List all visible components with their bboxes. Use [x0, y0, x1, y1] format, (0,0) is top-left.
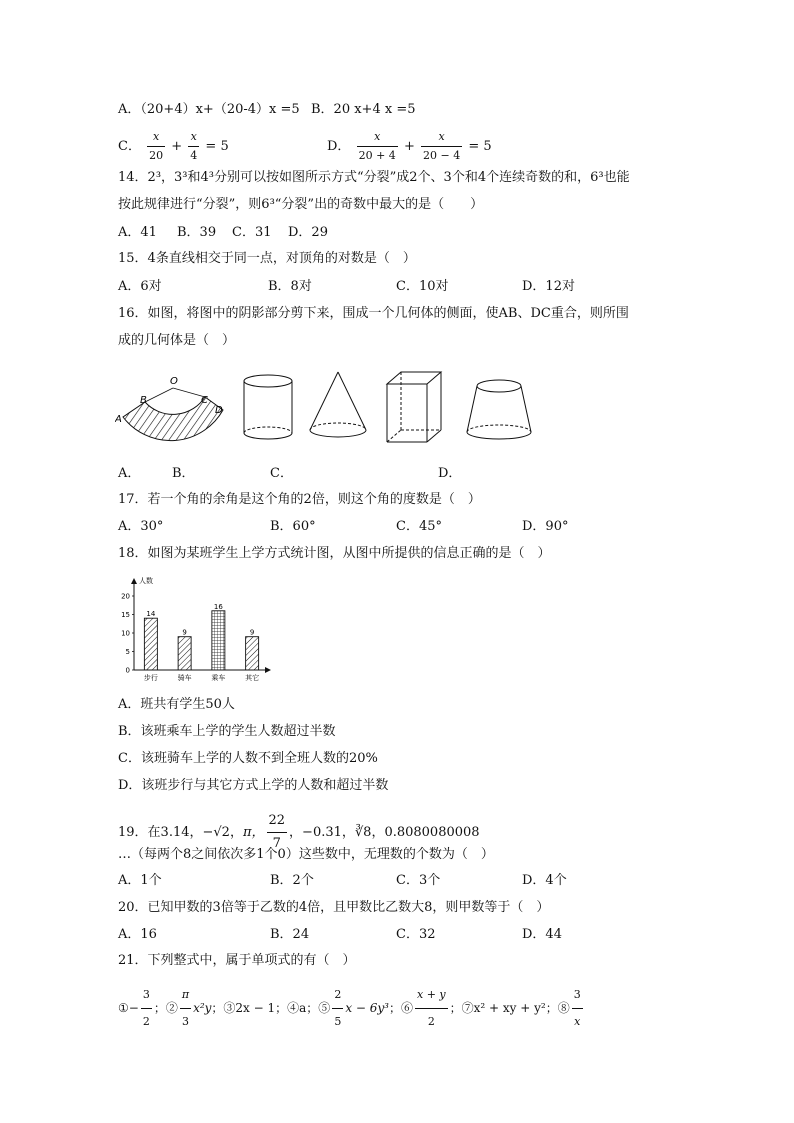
- category-label: 骑车: [177, 674, 192, 682]
- y-tick-label: 5: [125, 648, 130, 656]
- q17-option-b: B．60°: [270, 519, 316, 534]
- q14-option-d: D．29: [288, 225, 328, 240]
- cone-figure: [310, 372, 366, 437]
- category-label: 步行: [143, 674, 158, 682]
- q19-option-b: B．2个: [270, 873, 314, 888]
- equals-five: = 5: [205, 139, 229, 154]
- q18-option-d: D．该班步行与其它方式上学的人数和超过半数: [118, 778, 389, 793]
- prism-figure: [387, 372, 441, 442]
- plus-sign: +: [171, 139, 183, 154]
- label-b: B: [140, 395, 147, 406]
- bar-其它: [246, 637, 259, 670]
- q18-option-b: B．该班乘车上学的学生人数超过半数: [118, 724, 336, 739]
- equals-five: = 5: [468, 139, 492, 154]
- q15-stem: 15．4条直线相交于同一点，对顶角的对数是（ ）: [118, 251, 416, 266]
- q13-option-d: [327, 128, 492, 165]
- category-label: 其它: [245, 674, 260, 682]
- q18-bar-chart: [112, 574, 277, 686]
- q17-stem: 17．若一个角的余角是这个角的2倍，则这个角的度数是（ ）: [118, 492, 481, 507]
- q16-option-c: C．: [270, 466, 293, 481]
- q15-option-a: A．6对: [118, 279, 162, 294]
- q19-option-d: D．4个: [522, 873, 567, 888]
- bar-乘车: [212, 611, 225, 670]
- plus-sign: +: [403, 139, 415, 154]
- q18-stem: 18．如图为某班学生上学方式统计图，从图中所提供的信息正确的是（ ）: [118, 546, 551, 561]
- q16-figures: [115, 370, 540, 450]
- q17-option-a: A．30°: [118, 519, 164, 534]
- q15-option-d: D．12对: [522, 279, 575, 294]
- y-axis-arrow: [131, 578, 137, 584]
- q19-stem-line-2: …（每两个8之间依次多1个0）这些数中，无理数的个数为（ ）: [118, 847, 494, 862]
- q18-option-a: A．班共有学生50人: [118, 697, 235, 712]
- q14-option-b: B．39: [177, 225, 217, 240]
- bar-value-label: 14: [146, 610, 156, 619]
- q21-item-6: ；⑥: [389, 1001, 414, 1015]
- q13-option-a: A．（20+4）x+（20-4）x =5: [118, 102, 300, 117]
- q20-option-d: D．44: [522, 927, 562, 942]
- label-c: C: [201, 395, 208, 406]
- bar-value-label: 9: [182, 628, 187, 637]
- q19-option-a: A．1个: [118, 873, 162, 888]
- q13-c-fraction-2: $\frac{x}{4}$: [190, 130, 198, 162]
- label-o: O: [170, 376, 178, 387]
- q21-item-5-tail: x − 6y³: [345, 1001, 389, 1015]
- x-axis-arrow: [265, 667, 271, 673]
- q20-option-c: C．32: [396, 927, 436, 942]
- q19-rest: ，−0.31，∛8，0.8080080008: [289, 825, 480, 840]
- q14-stem-line-1: 14．2³，3³和4³分别可以按如图所示方式“分裂”成2个、3个和4个连续奇数的和，6³也能: [118, 170, 630, 185]
- q16-stem-line-1: 16．如图，将图中的阴影部分剪下来，围成一个几何体的侧面，使AB、DC重合，则所围: [118, 306, 629, 321]
- q13-option-c: [118, 128, 229, 165]
- q19-pi: π，: [242, 825, 265, 840]
- q15-option-c: C．10对: [396, 279, 449, 294]
- y-tick-label: 0: [125, 666, 130, 675]
- y-tick-label: 20: [121, 592, 130, 601]
- q13-d-fraction-1: $\frac{x}{20 + 4}$: [358, 130, 396, 162]
- q21-expressions: [118, 982, 585, 1035]
- q21-fraction-3-x: $\frac{3}{x}$: [572, 982, 583, 1035]
- q19-prefix: 19．在3.14，: [118, 825, 203, 840]
- q19-neg-sqrt2: −√2，: [202, 825, 243, 840]
- q21-item-3-4-5: ；③2x − 1；④a；⑤: [211, 1001, 331, 1015]
- q16-option-a: A．: [118, 466, 141, 481]
- q17-option-d: D．90°: [522, 519, 569, 534]
- q20-stem: 20．已知甲数的3倍等于乙数的4倍，且甲数比乙数大8，则甲数等于（ ）: [118, 900, 550, 915]
- bar-value-label: 16: [213, 602, 223, 611]
- q15-option-b: B．8对: [268, 279, 312, 294]
- q21-fraction-2-5: $\frac{2}{5}$: [332, 982, 343, 1035]
- shaded-sector-figure: [115, 376, 223, 441]
- bar-骑车: [178, 637, 191, 670]
- q21-fraction-xy-2: $\frac{x + y}{2}$: [415, 982, 448, 1035]
- q21-fraction-pi-3: $\frac{\pi}{3}$: [180, 982, 191, 1035]
- q21-fraction-3-2: $\frac{3}{2}$: [141, 982, 152, 1035]
- bar-步行: [144, 618, 157, 670]
- y-tick-label: 10: [121, 629, 130, 638]
- y-axis-label: 人数: [139, 577, 153, 585]
- y-tick-label: 15: [121, 611, 130, 619]
- q21-item-2: ；②: [153, 1001, 178, 1015]
- q18-option-c: C．该班骑车上学的人数不到全班人数的20%: [118, 751, 378, 766]
- q13-option-b: B．20 x+4 x =5: [311, 102, 416, 117]
- q13-d-fraction-2: $\frac{x}{20 - 4}$: [422, 130, 461, 162]
- q19-option-c: C．3个: [396, 873, 441, 888]
- bar-value-label: 9: [249, 628, 255, 637]
- q21-item-2-tail: x²y: [193, 1001, 212, 1015]
- q21-item-7-8: ；⑦x² + xy + y²；⑧: [449, 1001, 570, 1015]
- q21-stem: 21．下列整式中，属于单项式的有（ ）: [118, 953, 356, 968]
- q19-fraction-22-7: $\frac{22}{7}$: [267, 810, 288, 855]
- q13-c-label: C．: [118, 139, 141, 154]
- label-a: A: [115, 414, 122, 425]
- q16-option-d: D．: [438, 466, 462, 481]
- q20-option-a: A．16: [118, 927, 157, 942]
- label-d: D: [215, 405, 223, 416]
- cylinder-figure: [244, 375, 292, 439]
- q14-option-a: A．41: [118, 225, 157, 240]
- frustum-figure: [467, 380, 531, 439]
- q20-option-b: B．24: [270, 927, 310, 942]
- category-label: 乘车: [211, 674, 226, 682]
- q16-option-b: B．: [172, 466, 195, 481]
- q21-item-1: ①−: [118, 1001, 139, 1015]
- q17-option-c: C．45°: [396, 519, 442, 534]
- q13-d-label: D．: [327, 139, 351, 154]
- q16-stem-line-2: 成的几何体是（ ）: [118, 333, 236, 348]
- q14-stem-line-2: 按此规律进行“分裂”，则6³“分裂”出的奇数中最大的是（ ）: [118, 197, 484, 212]
- q13-c-fraction-1: $\frac{x}{20}$: [149, 130, 164, 162]
- q14-option-c: C．31: [232, 225, 272, 240]
